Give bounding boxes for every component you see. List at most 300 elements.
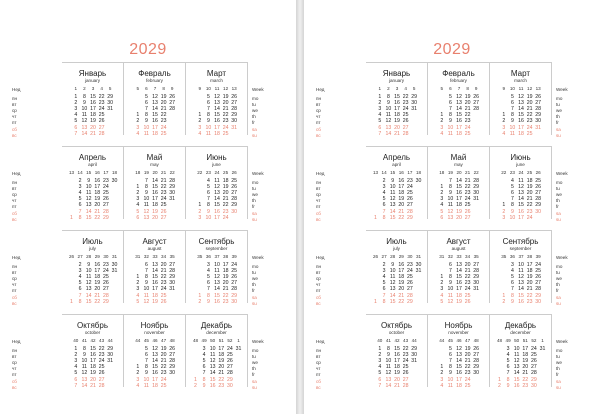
quarter-row: [12, 146, 274, 222]
day-number: 5: [206, 94, 210, 100]
day-number: 8: [510, 112, 514, 119]
day-number: 13: [152, 262, 158, 268]
day-number: 12: [389, 196, 396, 203]
day-number: 10: [509, 124, 516, 131]
weekday-label-en: mo: [252, 180, 259, 185]
month-block: [62, 230, 124, 303]
week-number: 8: [466, 86, 469, 91]
day-number: 3: [206, 262, 210, 268]
month-name: Июль: [82, 237, 103, 246]
weekday-label: сб: [12, 210, 17, 216]
day-number: 11: [85, 274, 92, 281]
week-number: 38: [527, 254, 533, 259]
day-number: 10: [447, 286, 454, 293]
day-number: 5: [510, 184, 514, 191]
month-name: Октябрь: [380, 321, 412, 330]
day-number: 3: [502, 214, 506, 221]
day-number: 7: [202, 370, 206, 377]
day-number: 1: [502, 112, 506, 119]
week-number: 18: [111, 170, 118, 175]
day-number: 30: [227, 382, 233, 389]
day-number: 31: [411, 106, 418, 113]
month-name-en: september: [205, 246, 228, 251]
day-number: 11: [143, 202, 150, 209]
weekday-label-en: tu: [556, 354, 560, 360]
day-number: 11: [143, 292, 150, 299]
day-number: 10: [513, 346, 520, 352]
day-number: 5: [136, 208, 140, 215]
day-number: 31: [473, 196, 480, 203]
day-number: 2: [440, 190, 444, 197]
weekday-label: вт: [12, 270, 17, 276]
day-number: 16: [518, 208, 524, 215]
day-number: 2: [198, 208, 202, 215]
weekday-label-en: mo: [252, 96, 259, 101]
month-name: Июнь: [510, 153, 531, 162]
weekday-label-en: mo: [556, 180, 563, 185]
day-number: 20: [464, 352, 471, 359]
day-number: 22: [522, 376, 529, 383]
week-number: 45: [447, 338, 453, 343]
day-number: 23: [218, 382, 225, 389]
day-number: 13: [456, 100, 462, 107]
week-numbers: [124, 86, 185, 92]
day-number: 22: [402, 346, 409, 352]
week-number: 9: [198, 86, 202, 91]
day-number: 13: [389, 286, 396, 293]
week-numbers: [186, 254, 247, 260]
week-label-right: Week: [252, 171, 264, 176]
day-number: 26: [103, 280, 109, 287]
week-number: 19: [447, 170, 453, 175]
day-number: 16: [214, 118, 220, 125]
weekday-label: вс: [12, 300, 17, 306]
day-number: 8: [82, 346, 86, 352]
day-number: 8: [144, 364, 148, 371]
day-number: 30: [169, 370, 176, 377]
week-number: 52: [227, 338, 233, 343]
week-number: 33: [152, 254, 158, 259]
day-number: 16: [394, 352, 400, 359]
day-number: 11: [447, 382, 454, 389]
day-number: 29: [107, 94, 114, 100]
day-number: 9: [510, 298, 514, 305]
day-number: 17: [456, 124, 462, 131]
day-number: 11: [389, 190, 396, 197]
weekday-label: пн: [316, 348, 322, 353]
day-number: 5: [448, 346, 452, 352]
month-name: Январь: [78, 69, 107, 78]
weekday-label-en: mo: [556, 264, 563, 269]
week-number: 17: [103, 170, 109, 175]
day-number: 17: [526, 262, 533, 268]
week-number: 5: [108, 86, 112, 91]
day-number: 28: [231, 196, 238, 203]
day-number: 30: [531, 382, 537, 389]
month-name-en: february: [450, 78, 467, 83]
day-number: 6: [144, 262, 148, 268]
day-number: 27: [231, 280, 238, 287]
quarter-row: [316, 230, 578, 306]
week-numbers: [366, 170, 427, 176]
day-number: 28: [535, 196, 542, 203]
day-number: 16: [214, 298, 220, 305]
day-number: 12: [389, 280, 396, 287]
book-spine: [296, 0, 304, 414]
month-name-en: may: [150, 162, 159, 167]
day-number: 11: [143, 130, 150, 137]
day-number: 14: [81, 130, 88, 137]
weekday-label: сб: [316, 378, 321, 384]
week-number: 52: [531, 338, 537, 343]
day-number: 29: [231, 292, 238, 299]
day-number: 6: [136, 214, 140, 221]
day-number: 17: [522, 346, 529, 352]
month-name-en: june: [212, 162, 221, 167]
week-number: 42: [394, 338, 400, 343]
day-number: 2: [378, 100, 382, 107]
week-number: 46: [152, 338, 158, 343]
day-number: 13: [518, 190, 524, 197]
day-number: 28: [531, 370, 537, 377]
day-number: 23: [464, 118, 471, 125]
day-number: 5: [74, 370, 78, 377]
weekday-label-en: th: [556, 114, 560, 120]
day-number: 27: [169, 352, 176, 359]
day-number: 15: [214, 112, 220, 119]
day-number: 22: [98, 94, 105, 100]
weekday-label: пн: [316, 96, 322, 101]
day-number: 20: [522, 364, 529, 371]
day-number: 16: [94, 178, 101, 184]
day-number: 1: [136, 184, 140, 191]
week-number: 30: [103, 254, 109, 259]
day-number: 14: [518, 286, 524, 293]
weekday-label-en: sa: [252, 210, 257, 216]
day-number: 12: [152, 346, 158, 352]
day-number: 5: [144, 94, 148, 100]
day-number: 30: [473, 280, 480, 287]
day-number: 31: [231, 124, 238, 131]
week-numbers: [186, 86, 247, 92]
weekday-label: вс: [316, 132, 321, 138]
week-number: 25: [527, 170, 533, 175]
weekday-label-en: fr: [556, 372, 559, 378]
day-number: 6: [206, 100, 210, 107]
week-number: 32: [447, 254, 453, 259]
weekday-label-en: th: [252, 282, 256, 288]
day-number: 18: [394, 364, 400, 371]
day-number: 29: [411, 94, 418, 100]
weekday-label-en: sa: [556, 210, 561, 216]
day-number: 6: [74, 124, 78, 131]
week-number: 3: [91, 86, 95, 91]
day-number: 12: [385, 118, 392, 125]
weekday-label: вт: [316, 270, 321, 276]
day-number: 27: [402, 124, 409, 131]
month-name-en: may: [454, 162, 463, 167]
weekday-label-en: fr: [252, 120, 255, 126]
day-number: 17: [218, 346, 225, 352]
day-number: 6: [448, 352, 452, 359]
weekday-label-en: we: [556, 192, 562, 198]
day-number: 14: [456, 178, 462, 184]
day-number: 8: [386, 346, 390, 352]
week-numbers: [490, 254, 551, 260]
day-number: 22: [160, 112, 167, 119]
day-number: 8: [382, 298, 386, 305]
day-number: 7: [510, 286, 514, 293]
day-number: 2: [136, 190, 140, 197]
week-number: 4: [100, 86, 103, 91]
day-number: 11: [513, 352, 520, 359]
month-name-en: december: [510, 330, 531, 335]
day-number: 14: [152, 358, 158, 365]
day-number: 30: [535, 118, 542, 125]
day-number: 19: [398, 196, 405, 203]
day-number: 25: [231, 268, 238, 275]
weekday-label-en: th: [556, 282, 560, 288]
day-number: 14: [518, 196, 524, 203]
week-number: 39: [231, 254, 237, 259]
day-number: 18: [218, 352, 225, 359]
month-name: Май: [450, 153, 467, 162]
day-number: 21: [526, 196, 533, 203]
weekday-label-en: sa: [252, 294, 257, 300]
day-number: 4: [206, 268, 210, 275]
day-number: 8: [144, 274, 148, 281]
month-name: Август: [142, 237, 167, 246]
month-block: [186, 230, 248, 303]
day-number: 21: [222, 286, 229, 293]
day-number: 4: [510, 178, 514, 184]
week-number: 34: [465, 254, 471, 259]
week-number: 9: [170, 86, 174, 91]
day-number: 4: [206, 178, 210, 184]
weekday-label: чт: [12, 114, 17, 120]
day-number: 11: [143, 382, 150, 389]
day-number: 8: [144, 184, 148, 191]
month-block: [366, 314, 428, 387]
day-number: 26: [160, 298, 167, 305]
weekday-label-en: tu: [556, 270, 560, 276]
day-number: 19: [218, 358, 225, 365]
day-number: 16: [394, 100, 400, 107]
day-number: 24: [222, 214, 229, 221]
weekday-label: ср: [12, 360, 17, 366]
day-number: 22: [218, 376, 225, 383]
day-number: 28: [169, 358, 176, 365]
day-number: 18: [398, 190, 405, 197]
month-name: Август: [446, 237, 471, 246]
day-number: 1: [198, 292, 202, 299]
day-number: 21: [160, 358, 167, 365]
day-number: 6: [202, 364, 206, 371]
weekday-label: чт: [12, 366, 17, 372]
day-number: 28: [535, 106, 542, 113]
day-number: 3: [440, 196, 444, 203]
day-number: 7: [144, 106, 148, 113]
day-number: 5: [136, 298, 140, 305]
day-number: 23: [522, 382, 529, 389]
day-number: 9: [506, 382, 510, 389]
day-number: 12: [214, 274, 220, 281]
day-number: 10: [85, 268, 92, 275]
day-number: 15: [214, 202, 220, 209]
day-number: 12: [209, 358, 216, 365]
day-number: 9: [386, 352, 390, 359]
day-number: 29: [535, 292, 542, 299]
day-number: 12: [456, 346, 462, 352]
day-number: 6: [510, 190, 514, 197]
weekday-label: пт: [12, 120, 17, 126]
week-number: 5: [136, 86, 140, 91]
day-number: 9: [144, 190, 148, 197]
day-number: 18: [222, 178, 229, 184]
month-block: [366, 62, 428, 135]
weekday-label-en: su: [252, 132, 257, 138]
day-number: 19: [456, 208, 462, 215]
day-number: 8: [386, 94, 390, 100]
day-number: 30: [107, 100, 114, 107]
day-number: 21: [464, 178, 471, 184]
month-block: [62, 146, 124, 219]
day-number: 11: [447, 202, 454, 209]
day-number: 5: [382, 196, 386, 203]
day-number: 25: [402, 364, 409, 371]
week-number: 40: [73, 338, 79, 343]
day-number: 6: [382, 202, 386, 209]
week-number: 19: [143, 170, 149, 175]
day-number: 6: [206, 190, 210, 197]
weekday-label-en: we: [556, 360, 562, 366]
day-number: 17: [394, 358, 400, 365]
week-label-right: Week: [556, 339, 568, 344]
day-number: 21: [526, 286, 533, 293]
weekday-label: пт: [12, 288, 17, 294]
day-number: 22: [526, 202, 533, 209]
day-number: 27: [103, 286, 109, 293]
day-number: 4: [378, 364, 382, 371]
weekday-label-en: sa: [556, 378, 561, 384]
day-number: 1: [440, 112, 444, 119]
day-number: 26: [535, 274, 542, 281]
day-number: 4: [382, 274, 386, 281]
month-name: Июнь: [206, 153, 227, 162]
day-number: 19: [90, 118, 96, 125]
day-number: 25: [464, 292, 471, 299]
day-number: 27: [535, 280, 542, 287]
week-number: 13: [68, 170, 75, 175]
month-name-en: january: [84, 78, 101, 83]
day-number: 28: [407, 292, 413, 299]
day-number: 13: [518, 100, 524, 107]
day-number: 14: [389, 292, 396, 299]
weekday-label: пн: [12, 264, 18, 269]
week-label-right: Week: [556, 171, 568, 176]
week-numbers: [428, 254, 489, 260]
day-number: 23: [464, 190, 471, 197]
day-number: 7: [382, 208, 386, 215]
day-number: 1: [70, 298, 73, 305]
day-number: 28: [402, 130, 409, 137]
week-label-right: Week: [252, 87, 264, 92]
day-number: 26: [169, 94, 176, 100]
day-number: 30: [231, 118, 238, 125]
day-number: 30: [415, 178, 422, 184]
month-block: [428, 314, 490, 387]
day-number: 7: [78, 292, 82, 299]
day-number: 9: [448, 118, 452, 125]
day-number: 16: [152, 370, 158, 377]
day-number: 26: [473, 346, 480, 352]
week-numbers: [62, 338, 123, 344]
day-number: 14: [456, 106, 462, 113]
day-number: 14: [214, 286, 220, 293]
day-number: 2: [498, 382, 501, 389]
week-number: 30: [407, 254, 413, 259]
day-number: 21: [90, 130, 96, 137]
day-number: 18: [518, 130, 524, 137]
day-number: 10: [143, 124, 150, 131]
day-number: 31: [169, 196, 176, 203]
day-number: 4: [74, 112, 78, 119]
week-label-left: Нед: [12, 255, 21, 260]
day-number: 7: [506, 370, 510, 377]
month-name: Апрель: [78, 153, 107, 162]
day-number: 30: [111, 262, 118, 268]
day-number: 5: [382, 280, 386, 287]
day-number: 19: [526, 274, 533, 281]
day-number: 22: [464, 112, 471, 119]
day-number: 4: [136, 202, 140, 209]
day-number: 1: [374, 214, 377, 221]
week-number: 23: [205, 170, 211, 175]
day-number: 1: [374, 298, 377, 305]
day-number: 31: [107, 358, 114, 365]
day-number: 21: [94, 292, 101, 299]
day-number: 18: [222, 268, 229, 275]
week-numbers: [490, 338, 551, 344]
week-number: 12: [223, 86, 229, 91]
day-number: 9: [206, 208, 210, 215]
week-number: 41: [81, 338, 87, 343]
week-label-right: Week: [252, 255, 264, 260]
week-label-left: Нед: [12, 87, 21, 92]
day-number: 5: [206, 274, 210, 281]
week-number: 10: [509, 86, 515, 91]
quarter-row: [12, 230, 274, 306]
day-number: 22: [222, 202, 229, 209]
day-number: 31: [415, 268, 422, 275]
day-number: 20: [94, 286, 101, 293]
day-number: 14: [385, 382, 392, 389]
week-number: 36: [509, 254, 515, 259]
week-number: 23: [509, 170, 515, 175]
day-number: 3: [136, 196, 140, 203]
month-name-en: october: [388, 330, 405, 335]
weekday-label: ср: [316, 360, 321, 366]
day-number: 19: [94, 196, 101, 203]
weekday-label-en: th: [252, 198, 256, 204]
day-number: 9: [448, 190, 452, 197]
day-number: 11: [385, 364, 392, 371]
day-number: 30: [473, 370, 480, 377]
day-number: 24: [231, 262, 238, 268]
day-number: 22: [402, 94, 409, 100]
day-number: 13: [385, 376, 392, 383]
day-number: 26: [535, 94, 542, 100]
